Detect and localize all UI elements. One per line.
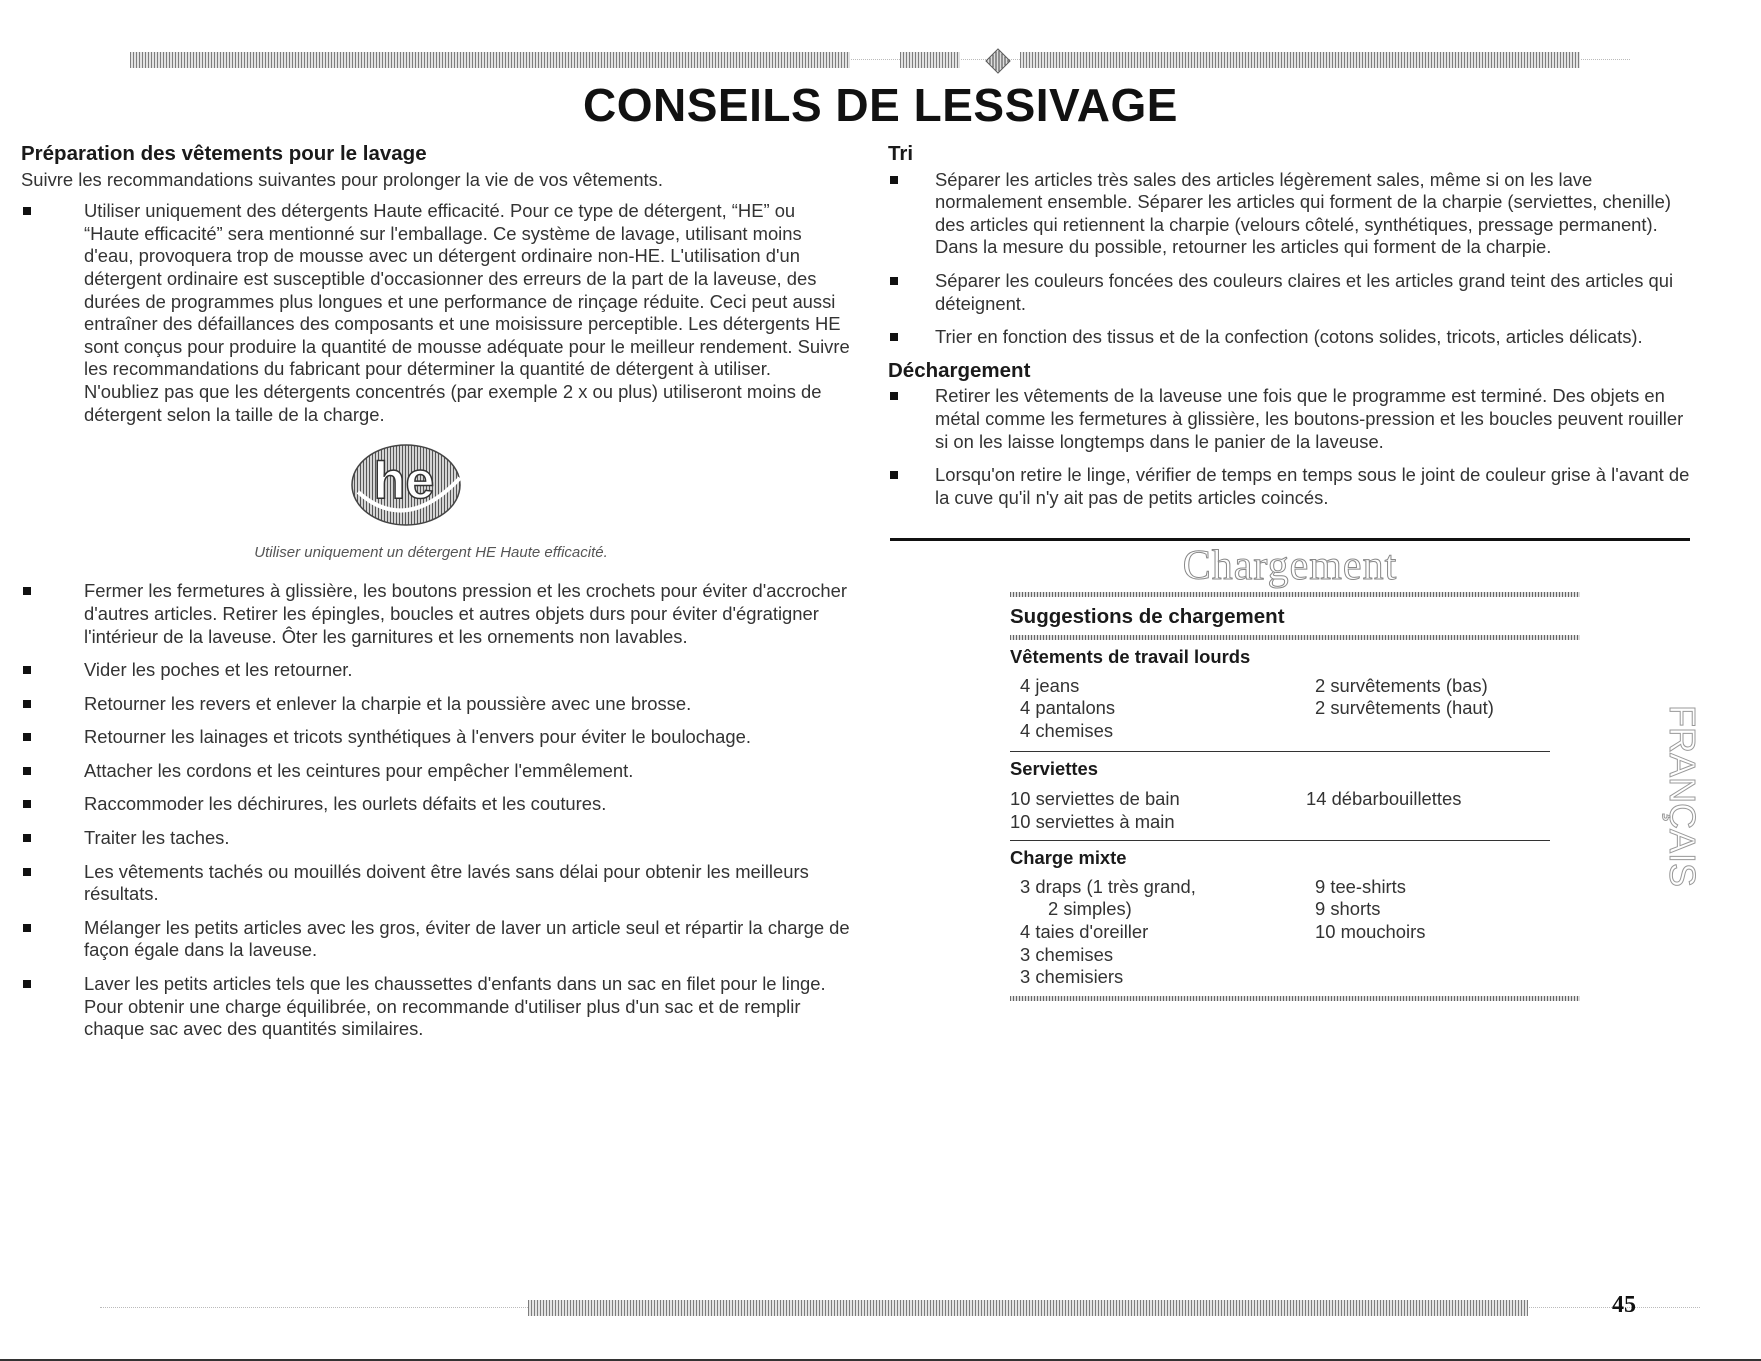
list-item: 4 taies d'oreiller xyxy=(1020,920,1149,942)
section-heading-dechargement: Déchargement xyxy=(888,358,1031,382)
bullet-square-icon xyxy=(23,207,31,215)
list-item: Trier en fonction des tissus et de la confection (cotons solides, tricots, articles délicats). xyxy=(888,326,1694,349)
hatch-divider xyxy=(1010,592,1580,597)
group-travail xyxy=(1010,640,1580,751)
list-item: 4 chemises xyxy=(1020,719,1114,741)
bullet-square-icon xyxy=(23,767,31,775)
header-decoration-band xyxy=(130,48,1630,72)
list-item: Les vêtements tachés ou mouillés doivent être lavés sans délai pour obtenir les meilleurs résultats. xyxy=(21,861,851,906)
list-item: 10 mouchoirs xyxy=(1315,920,1426,942)
list-item: 14 débarbouillettes xyxy=(1306,788,1462,810)
group-mixte xyxy=(1010,841,1580,996)
group-heading: Charge mixte xyxy=(1010,847,1127,869)
list-item: Retourner les revers et enlever la charpie et la poussière avec une brosse. xyxy=(21,693,851,716)
list-item: 9 shorts xyxy=(1315,898,1381,920)
bullet-square-icon xyxy=(23,666,31,674)
list-item: Attacher les cordons et les ceintures pour empêcher l'emmêlement. xyxy=(21,760,851,783)
bullet-square-icon xyxy=(23,868,31,876)
loading-suggestions-box xyxy=(1010,592,1580,1001)
group-items xyxy=(1010,675,1580,751)
group-items xyxy=(1010,788,1580,840)
list-item: Retourner les lainages et tricots synthétiques à l'envers pour éviter le boulochage. xyxy=(21,726,851,749)
list-item: 10 serviettes de bain xyxy=(1010,788,1180,810)
list-item: Vider les poches et les retourner. xyxy=(21,659,851,682)
suggestions-heading: Suggestions de chargement xyxy=(1010,605,1285,628)
list-item: Laver les petits articles tels que les chaussettes d'enfants dans un sac en filet pour le linge. Pour obtenir une charge équilibrée, on recommande d'utiliser plus d'un sac et de remplir chaque sac avec des quantités similaires. xyxy=(21,973,851,1041)
group-heading: Vêtements de travail lourds xyxy=(1010,646,1251,667)
list-item: 2 survêtements (bas) xyxy=(1315,674,1488,696)
list-item: Mélanger les petits articles avec les gros, éviter de laver un article seul et répartir la charge de façon égale dans la laveuse. xyxy=(21,917,851,962)
section-heading-tri: Tri xyxy=(888,142,914,165)
group-serviettes xyxy=(1010,752,1580,841)
right-column xyxy=(888,143,1694,520)
svg-text:he: he xyxy=(373,452,435,511)
bullet-list-dechargement xyxy=(888,385,1694,509)
list-item: Fermer les fermetures à glissière, les boutons pression et les crochets pour éviter d'accrocher d'autres articles. Retirer les épingles, boucles et autres objets durs pour éviter d'égratigner l'intérieur de la laveuse. Ôter les garnitures et les ornements non lavables. xyxy=(21,580,851,648)
bullet-square-icon xyxy=(890,176,898,184)
bullet-list-he xyxy=(21,200,851,426)
list-item: 2 simples) xyxy=(1048,898,1132,920)
list-item: Séparer les couleurs foncées des couleurs claires et les articles grand teint des articles qui déteignent. xyxy=(888,270,1694,315)
bullet-square-icon xyxy=(890,333,898,341)
items-column-1 xyxy=(1020,675,1115,743)
bullet-square-icon xyxy=(23,733,31,741)
group-heading: Serviettes xyxy=(1010,757,1098,779)
bullet-square-icon xyxy=(890,392,898,400)
items-column-2 xyxy=(1315,876,1425,944)
bullet-list-tri xyxy=(888,169,1694,349)
list-item: Utiliser uniquement des détergents Haute efficacité. Pour ce type de détergent, “HE” ou “Haute efficacité” sera mentionné sur l'emballage. Ce système de lavage, utilisant moins d'eau, provoquera trop de mousse avec un détergent ordinaire non-HE. L'utilisation d'un détergent ordinaire est susceptible d'occasionner des erreurs de la part de la laveuse, des durées de programmes plus longues et une performance de rinçage réduite. Ceci peut aussi entraîner des défaillances des composants et une moisissure perceptible. Les détergents HE sont conçus pour produire la quantité de mousse adéquate pour le meilleur rendement. Suivre les recommandations du fabricant pour déterminer la quantité de détergent à utiliser. N'oubliez pas que les détergents concentrés (par exemple 2 x ou plus) utiliseront moins de détergent selon la taille de la charge. xyxy=(21,200,851,426)
page-title: CONSEILS DE LESSIVAGE xyxy=(583,79,1178,131)
list-item: 3 draps (1 très grand, xyxy=(1020,875,1196,897)
list-item: 3 chemisiers xyxy=(1020,966,1124,988)
bullet-square-icon xyxy=(23,980,31,988)
bullet-square-icon xyxy=(890,277,898,285)
list-item: Traiter les taches. xyxy=(21,827,851,850)
bullet-square-icon xyxy=(890,471,898,479)
side-label-text: FRANÇAIS xyxy=(1662,705,1703,888)
list-item: 10 serviettes à main xyxy=(1010,810,1175,832)
section-divider xyxy=(890,538,1690,541)
he-logo xyxy=(0,440,851,536)
bullet-square-icon xyxy=(23,587,31,595)
list-item: Lorsqu'on retire le linge, vérifier de temps en temps sous le joint de couleur grise à l'avant de la cuve qu'il n'y ait pas de petits articles coincés. xyxy=(888,464,1694,509)
list-item: 3 chemises xyxy=(1020,943,1114,965)
list-item: 4 jeans xyxy=(1020,674,1080,696)
items-column-1 xyxy=(1020,876,1196,989)
bullet-square-icon xyxy=(23,800,31,808)
bullet-square-icon xyxy=(23,834,31,842)
footer-decoration-band xyxy=(100,1296,1700,1320)
diamond-ornament-icon xyxy=(985,48,1011,74)
he-logo-icon xyxy=(348,440,464,530)
bullet-list-preparation xyxy=(21,580,851,1041)
chargement-title: Chargement xyxy=(1182,543,1398,589)
list-item: 2 survêtements (haut) xyxy=(1315,697,1494,719)
group-items xyxy=(1010,876,1580,996)
list-item: Raccommoder les déchirures, les ourlets défaits et les coutures. xyxy=(21,793,851,816)
bullet-square-icon xyxy=(23,924,31,932)
bullet-square-icon xyxy=(23,700,31,708)
items-column-2 xyxy=(1306,788,1461,811)
items-column-1 xyxy=(1010,788,1180,833)
list-item: 4 pantalons xyxy=(1020,697,1116,719)
list-item: Séparer les articles très sales des articles légèrement sales, même si on les lave normalement ensemble. Séparer les articles qui forment de la charpie (serviettes, chenille) des articles qui retiennent la charpie (velours côtelé, synthétiques, pressage permanent). Dans la mesure du possible, retourner les articles qui forment de la charpie. xyxy=(888,169,1694,259)
list-item: Retirer les vêtements de la laveuse une fois que le programme est terminé. Des objets en métal comme les fermetures à glissière, les boutons-pression et les boucles peuvent rouiller si on les laisse longtemps dans le panier de la laveuse. xyxy=(888,385,1694,453)
hatch-divider xyxy=(1010,996,1580,1001)
logo-caption: Utiliser uniquement un détergent HE Haute efficacité. xyxy=(254,543,608,561)
list-item: 9 tee-shirts xyxy=(1315,875,1406,897)
page-number: 45 xyxy=(1612,1292,1636,1318)
intro-text: Suivre les recommandations suivantes pour prolonger la vie de vos vêtements. xyxy=(21,168,663,190)
items-column-2 xyxy=(1315,675,1494,720)
left-column xyxy=(21,143,851,1052)
section-heading-preparation: Préparation des vêtements pour le lavage xyxy=(21,142,427,165)
